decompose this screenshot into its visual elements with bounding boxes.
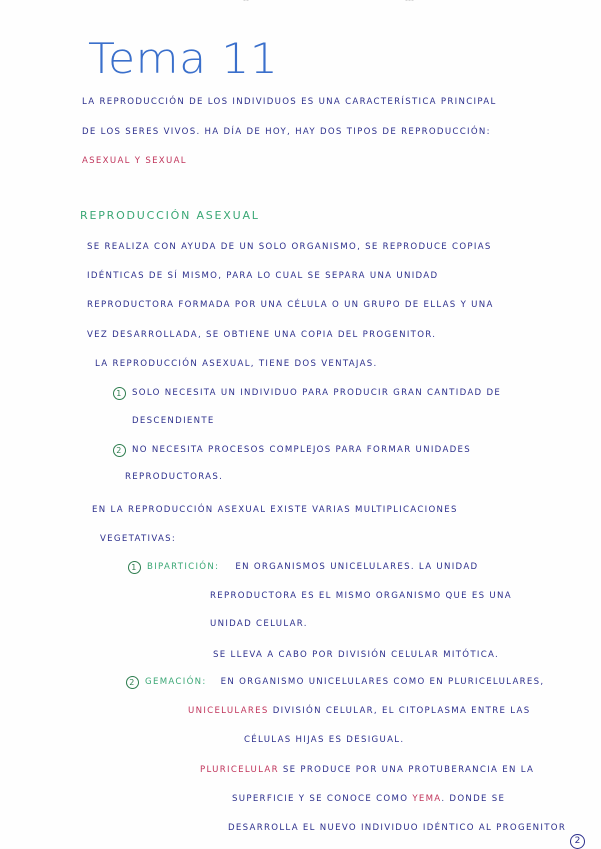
biparticion-line-4: SE LLEVA A CABO POR DIVISIÓN CELULAR MITÓTICA. xyxy=(213,650,500,660)
ventaja-1-line-2: DESCENDIENTE xyxy=(132,416,215,426)
top-margin-mark: ˘˘˘ xyxy=(405,0,414,7)
gemacion-item xyxy=(126,676,544,689)
multiplicaciones-line-2: VEGETATIVAS: xyxy=(100,534,177,544)
number-circle-1: 1 xyxy=(113,387,126,400)
intro-line-2: DE LOS SERES VIVOS. HA DÍA DE HOY, HAY DOS TIPOS DE REPRODUCCIÓN: xyxy=(82,127,491,137)
gemacion-text: EN ORGANISMO UNICELULARES COMO EN PLURICELULARES, xyxy=(220,677,545,688)
section-heading: REPRODUCCIÓN ASEXUAL xyxy=(80,209,260,222)
ventaja-2-line-2: REPRODUCTORAS. xyxy=(125,472,224,482)
multiplicaciones-line-1: EN LA REPRODUCCIÓN ASEXUAL EXISTE VARIAS MULTIPLICACIONES xyxy=(92,505,458,515)
ventaja-2 xyxy=(113,444,471,457)
gemacion-label: GEMACIÓN: xyxy=(145,677,207,688)
pluricelular-text-2b: . DONDE SE xyxy=(441,794,506,804)
unicelulares-label: UNICELULARES xyxy=(188,706,269,716)
page-number: 2 xyxy=(570,834,585,849)
biparticion-line-2: REPRODUCTORA ES EL MISMO ORGANISMO QUE ES UNA xyxy=(210,591,512,601)
pluricelular-text: SE PRODUCE POR UNA PROTUBERANCIA EN LA xyxy=(282,765,535,775)
page-title: Tema 11 xyxy=(88,34,279,83)
yema-term: YEMA xyxy=(412,794,442,804)
paragraph-line: SE REALIZA CON AYUDA DE UN SOLO ORGANISMO, SE REPRODUCE COPIAS xyxy=(87,242,492,252)
intro-line-3: ASEXUAL Y SEXUAL xyxy=(82,156,187,166)
ventaja-1 xyxy=(113,387,501,400)
intro-line-1: LA REPRODUCCIÓN DE LOS INDIVIDUOS ES UNA CARACTERÍSTICA PRINCIPAL xyxy=(82,97,497,107)
pluricelular-line-3: DESARROLLA EL NUEVO INDIVIDUO IDÉNTICO AL PROGENITOR xyxy=(228,823,567,833)
ventaja-2-text: NO NECESITA PROCESOS COMPLEJOS PARA FORMAR UNIDADES xyxy=(132,445,472,456)
number-circle-2: 2 xyxy=(113,444,126,457)
pluricelular-line xyxy=(200,766,534,775)
biparticion-text: EN ORGANISMOS UNICELULARES. LA UNIDAD xyxy=(235,562,479,573)
ventajas-intro: LA REPRODUCCIÓN ASEXUAL, TIENE DOS VENTAJAS. xyxy=(95,359,378,369)
biparticion-label: BIPARTICIÓN: xyxy=(147,562,220,573)
ventaja-1-text: SOLO NECESITA UN INDIVIDUO PARA PRODUCIR GRAN CANTIDAD DE xyxy=(132,388,502,399)
number-circle-1: 1 xyxy=(128,561,141,574)
unicelulares-text: DIVISIÓN CELULAR, EL CITOPLASMA ENTRE LAS xyxy=(272,706,531,716)
biparticion-item xyxy=(128,561,478,574)
unicelulares-line xyxy=(188,707,530,716)
paragraph-line: IDÉNTICAS DE SÍ MISMO, PARA LO CUAL SE SEPARA UNA UNIDAD xyxy=(87,271,439,281)
pluricelular-label: PLURICELULAR xyxy=(200,765,279,775)
number-circle-2: 2 xyxy=(126,676,139,689)
unicelulares-line-2: CÉLULAS HIJAS ES DESIGUAL. xyxy=(244,735,405,745)
pluricelular-line-2 xyxy=(232,795,505,804)
paragraph-line: REPRODUCTORA FORMADA POR UNA CÉLULA O UN GRUPO DE ELLAS Y UNA xyxy=(87,300,494,310)
top-margin-mark: ˘˘ xyxy=(243,0,249,7)
pluricelular-text-2a: SUPERFICIE Y SE CONOCE COMO xyxy=(232,794,409,804)
paragraph-line: VEZ DESARROLLADA, SE OBTIENE UNA COPIA DEL PROGENITOR. xyxy=(87,330,437,340)
biparticion-line-3: UNIDAD CELULAR. xyxy=(210,619,308,629)
